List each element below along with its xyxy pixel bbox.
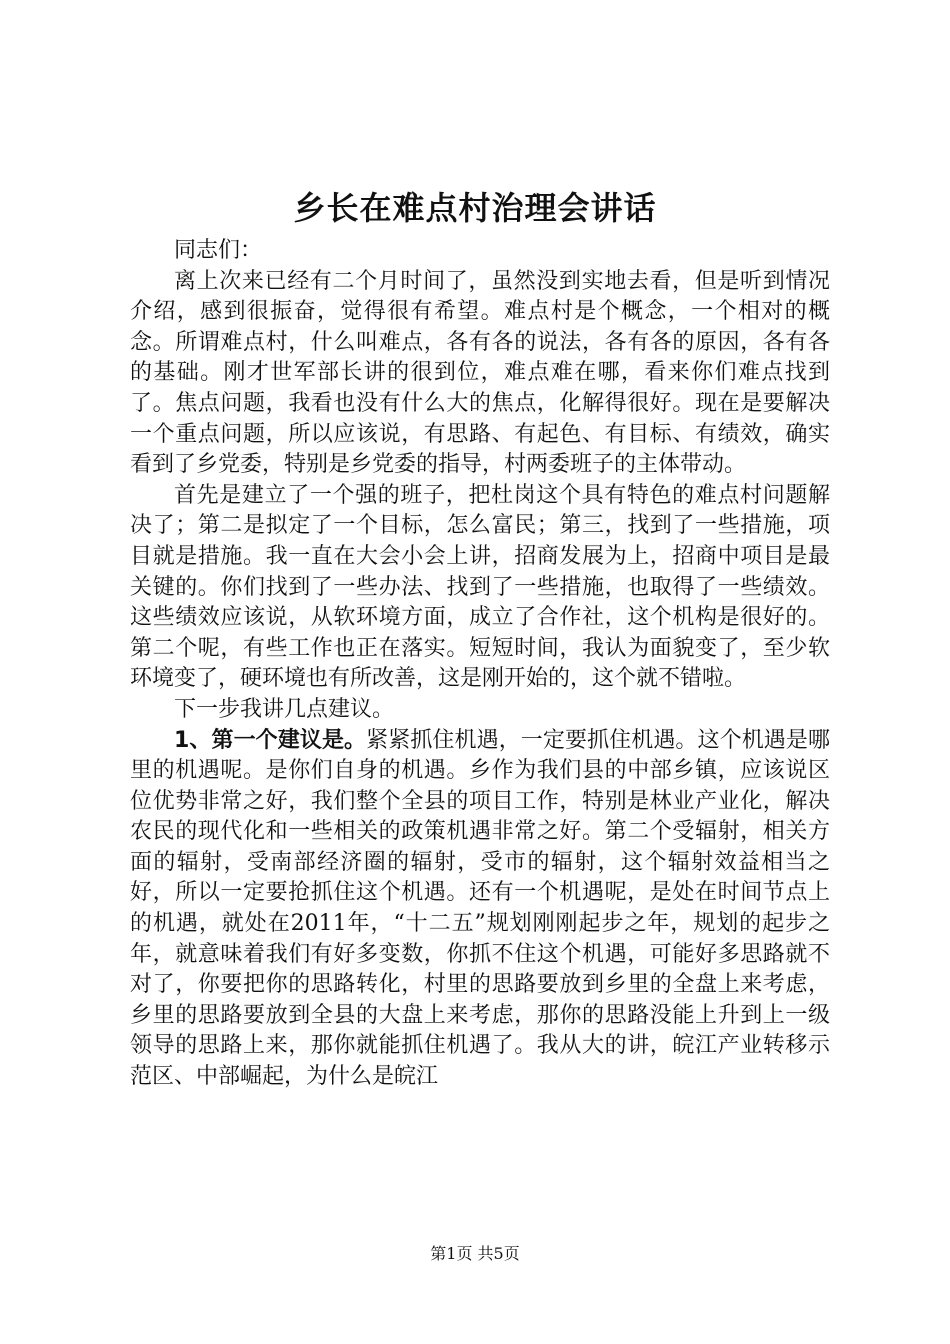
paragraph-2: 首先是建立了一个强的班子，把杜岗这个具有特色的难点村问题解决了；第二是拟定了一个目标，怎么富民；第三，找到了一些措施，项目就是措施。我一直在大会小会上讲，招商发展为上，招商中项目是最关键的。你们找到了一些办法、找到了一些措施，也取得了一些绩效。这些绩效应该说，从软环境方面，成立了合作社，这个机构是很好的。第二个呢，有些工作也正在落实。短短时间，我认为面貌变了，至少软环境变了，硬环境也有所改善，这是刚开始的，这个就不错啦。 xyxy=(130,482,830,692)
suggestion-lead: 1、第一个建议是。 xyxy=(174,727,367,753)
document-title: 乡长在难点村治理会讲话 xyxy=(293,189,657,227)
suggestion-text: 紧紧抓住机遇，一定要抓住机遇。这个机遇是哪里的机遇呢。是你们自身的机遇。乡作为我们县的中部乡镇，应该说区位优势非常之好，我们整个全县的项目工作，特别是林业产业化，解决农民的现代化和一些相关的政策机遇非常之好。第二个受辐射，相关方面的辐射，受南部经济圈的辐射，受市的辐射，这个辐射效益相当之好，所以一定要抢抓住这个机遇。还有一个机遇呢，是处在时间节点上的机遇，就处在2011年，“十二五”规划刚刚起步之年，规划的起步之年，就意味着我们有好多变数，你抓不住这个机遇，可能好多思路就不对了，你要把你的思路转化，村里的思路要放到乡里的全盘上来考虑，乡里的思路要放到全县的大盘上来考虑，那你的思路没能上升到上一级领导的思路上来，那你就能抓住机遇了。我从大的讲，皖江产业转移示范区、中部崛起，为什么是皖江 xyxy=(130,727,830,1090)
paragraph-1: 离上次来已经有二个月时间了，虽然没到实地去看，但是听到情况介绍，感到很振奋，觉得很有希望。难点村是个概念，一个相对的概念。所谓难点村，什么叫难点，各有各的说法，各有各的原因，各有各的基础。刚才世军部长讲的很到位，难点难在哪，看来你们难点找到了。焦点问题，我看也没有什么大的焦点，化解得很好。现在是要解决一个重点问题，所以应该说，有思路、有起色、有目标、有绩效，确实看到了乡党委，特别是乡党委的指导，村两委班子的主体带动。 xyxy=(130,268,830,478)
paragraph-3: 下一步我讲几点建议。 xyxy=(174,696,395,722)
document-body xyxy=(130,236,830,1093)
paragraph-suggestion-1 xyxy=(130,726,830,1093)
page-footer: 第1页 共5页 xyxy=(430,1244,520,1263)
salutation: 同志们： xyxy=(174,238,263,263)
